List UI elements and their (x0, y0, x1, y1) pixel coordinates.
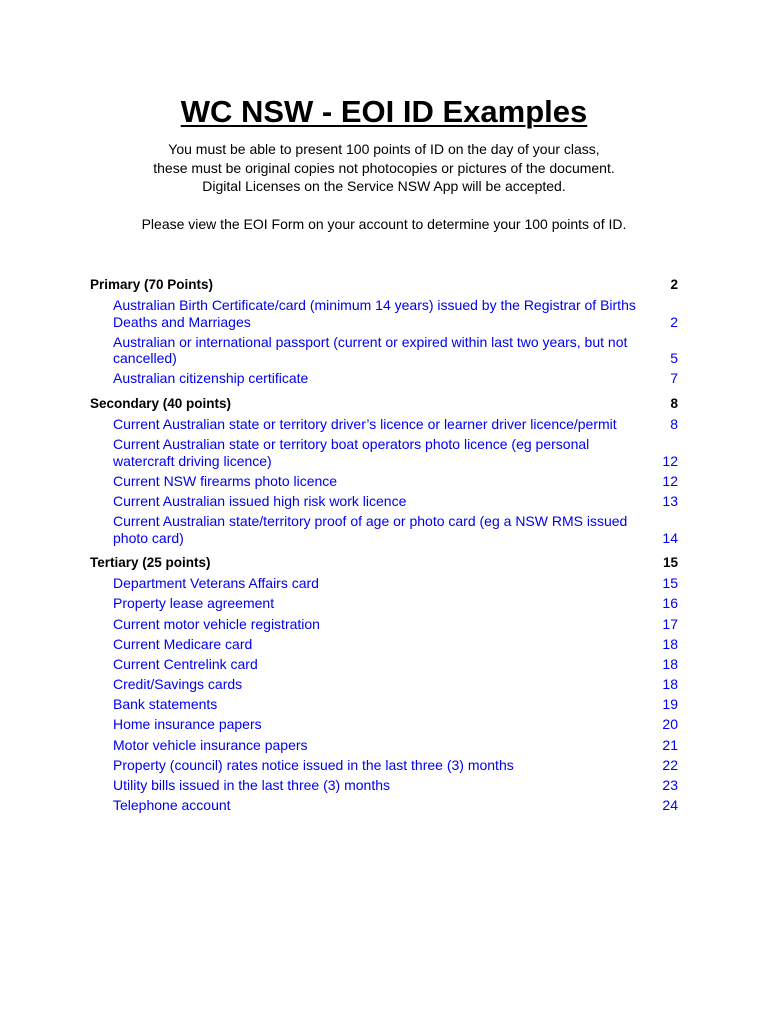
toc-entry-page-number: 5 (670, 350, 678, 367)
toc-entry-link[interactable] (113, 696, 678, 713)
toc-entry-text: Credit/Savings cards (113, 676, 243, 693)
toc-entry-page-number: 18 (662, 676, 678, 693)
section-page-number: 2 (670, 277, 678, 292)
toc-entry-link[interactable] (113, 595, 678, 612)
section-heading-text: Tertiary (25 points) (90, 555, 211, 571)
eoi-form-note: Please view the EOI Form on your account to determine your 100 points of ID. (141, 215, 627, 232)
toc-entry-link[interactable] (113, 656, 678, 673)
toc-entry-text: Current Australian state or territory driver’s licence or learner driver licence/permit (113, 415, 617, 432)
toc-entry-link[interactable] (113, 676, 678, 693)
toc-entry-page-number: 18 (662, 635, 678, 652)
toc-entry-link[interactable] (113, 334, 678, 367)
toc-section (90, 554, 678, 814)
toc-entry-text: Department Veterans Affairs card (113, 575, 319, 592)
toc-section-heading[interactable] (90, 395, 678, 413)
intro-line: Digital Licenses on the Service NSW App will be accepted. (202, 178, 566, 194)
toc-entry-text: Home insurance papers (113, 716, 262, 733)
toc-entry-link[interactable] (113, 473, 678, 490)
toc-entry-page-number: 15 (662, 575, 678, 592)
toc-entry-page-number: 21 (662, 736, 678, 753)
toc-entry-page-number: 2 (670, 313, 678, 330)
section-page-number: 8 (670, 395, 678, 411)
toc-entry-page-number: 24 (662, 797, 678, 814)
toc-entry-text: Telephone account (113, 797, 231, 814)
toc-entry-page-number: 20 (662, 716, 678, 733)
toc-entry-page-number: 14 (662, 529, 678, 546)
toc-entry-link[interactable] (113, 616, 678, 633)
section-page-number: 15 (662, 555, 678, 571)
page-title: WC NSW - EOI ID Examples (180, 94, 588, 129)
toc-entry-page-number: 16 (662, 595, 678, 612)
toc-entry-link[interactable] (113, 513, 678, 546)
toc-entry-text: Current NSW firearms photo licence (113, 472, 338, 489)
toc-entry-text: Australian citizenship certificate (113, 370, 309, 387)
toc-entry-page-number: 18 (662, 655, 678, 672)
toc-section (90, 276, 678, 387)
intro-line: You must be able to present 100 points of ID on the day of your class, (168, 141, 600, 157)
toc-entry-page-number: 7 (670, 370, 678, 387)
intro-block (0, 140, 768, 233)
toc-entry-text: Current Medicare card (113, 635, 253, 652)
toc-entry-text: Motor vehicle insurance papers (113, 736, 308, 753)
toc-entry-link[interactable] (113, 636, 678, 653)
toc-entry-text: Property (council) rates notice issued in the last three (3) months (113, 756, 514, 773)
toc-entry-link[interactable] (113, 575, 678, 592)
toc-section-heading[interactable] (90, 554, 678, 572)
toc-entry-page-number: 8 (670, 415, 678, 432)
toc-entry-page-number: 19 (662, 696, 678, 713)
toc-entry-link[interactable] (113, 436, 678, 469)
toc-entry-text: Utility bills issued in the last three (3) months (113, 777, 390, 793)
toc-entry-page-number: 23 (662, 777, 678, 793)
toc-entry-link[interactable] (113, 757, 678, 774)
table-of-contents (90, 276, 678, 822)
toc-entry-link[interactable] (113, 737, 678, 754)
toc-entry-text: Australian Birth Certificate/card (minimum 14 years) issued by the Registrar of Births Deaths and Marriages (113, 297, 636, 330)
toc-entry-page-number: 12 (662, 472, 678, 489)
toc-entry-text: Current Australian issued high risk work licence (113, 492, 407, 509)
toc-entry-text: Property lease agreement (113, 595, 275, 612)
intro-line: these must be original copies not photocopies or pictures of the document. (153, 159, 615, 176)
section-heading-text: Secondary (40 points) (90, 395, 232, 411)
toc-entry-link[interactable] (113, 797, 678, 814)
toc-entry-link[interactable] (113, 297, 678, 330)
toc-entry-page-number: 12 (662, 452, 678, 469)
toc-section (90, 395, 678, 546)
toc-entry-page-number: 17 (662, 615, 678, 632)
toc-entry-link[interactable] (113, 370, 678, 387)
toc-entry-page-number: 13 (662, 492, 678, 509)
toc-entry-text: Current Centrelink card (113, 655, 258, 672)
toc-entry-link[interactable] (113, 716, 678, 733)
intro-spacer (0, 196, 768, 215)
toc-entry-text: Current motor vehicle registration (113, 615, 320, 632)
toc-entry-text: Australian or international passport (current or expired within last two years, but not cancelled) (113, 333, 628, 367)
section-heading-text: Primary (70 Points) (90, 277, 214, 292)
toc-entry-text: Bank statements (113, 696, 218, 713)
toc-entry-page-number: 22 (662, 756, 678, 773)
toc-entry-text: Current Australian state/territory proof of age or photo card (eg a NSW RMS issued photo card) (113, 513, 628, 546)
toc-entry-text: Current Australian state or territory boat operators photo licence (eg personal watercraft driving licence) (113, 436, 590, 469)
toc-entry-link[interactable] (113, 493, 678, 510)
toc-entry-link[interactable] (113, 416, 678, 433)
toc-entry-link[interactable] (113, 777, 678, 794)
toc-section-heading[interactable] (90, 276, 678, 294)
